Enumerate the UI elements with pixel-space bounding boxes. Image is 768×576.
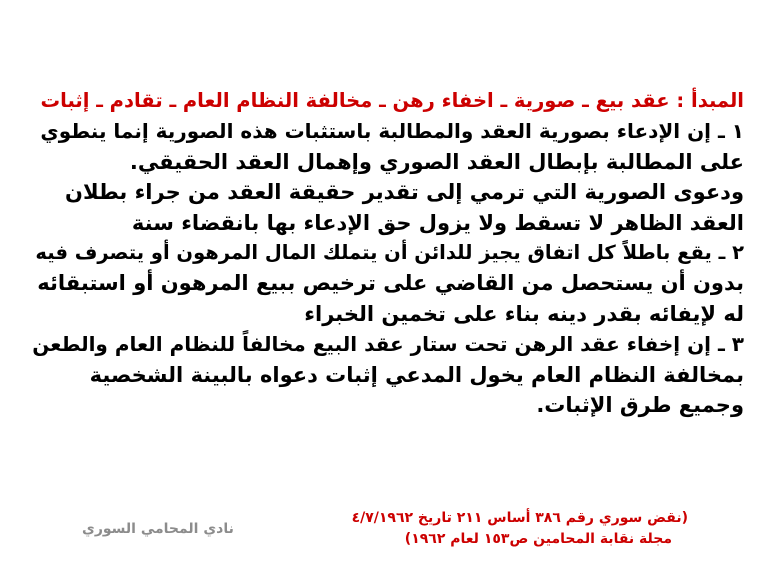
- citation-line-1: (نقض سوري رقم ٣٨٦ أساس ٢١١ تاريخ ٤/٧/١٩٦٢: [351, 510, 688, 526]
- body-line-3: ودعوى الصورية التي ترمي إلى تقدير حقيقة العقد من جراء بطلان: [65, 180, 744, 205]
- body-line-5: ٢ ـ يقع باطلاً كل اتفاق يجيز للدائن أن يتملك المال المرهون أو يتصرف فيه: [35, 240, 744, 264]
- citation-line-2: مجلة نقابة المحامين ص١٥٣ لعام ١٩٦٢): [404, 531, 672, 547]
- body-line-7: له لإيفائه بقدر دينه بناء على تخمين الخبراء: [304, 301, 744, 326]
- body-line-9: بمخالفة النظام العام يخول المدعي إثبات دعواه بالبينة الشخصية: [89, 362, 744, 387]
- footer-label: نادي المحامي السوري: [82, 521, 234, 537]
- body-line-4: العقد الظاهر لا تسقط ولا يزول حق الإدعاء بها بانقضاء سنة: [131, 210, 744, 235]
- body-line-6: بدون أن يستحصل من القاضي على ترخيص ببيع المرهون أو استبقائه: [37, 271, 744, 296]
- citation-block: [268, 508, 688, 550]
- body-line-2: على المطالبة بإبطال العقد الصوري وإهمال العقد الحقيقي.: [129, 149, 744, 174]
- principle-heading: المبدأ : عقد بيع ـ صورية ـ اخفاء رهن ـ مخالفة النظام العام ـ تقادم ـ إثبات: [40, 89, 744, 112]
- body-line-8: ٣ ـ إن إخفاء عقد الرهن تحت ستار عقد البيع مخالفاً للنظام العام والطعن: [32, 332, 744, 357]
- document-content: [28, 86, 744, 420]
- body-line-1: ١ ـ إن الإدعاء بصورية العقد والمطالبة باستثبات هذه الصورية إنما ينطوي: [40, 119, 744, 144]
- body-line-10: وجميع طرق الإثبات.: [536, 392, 744, 417]
